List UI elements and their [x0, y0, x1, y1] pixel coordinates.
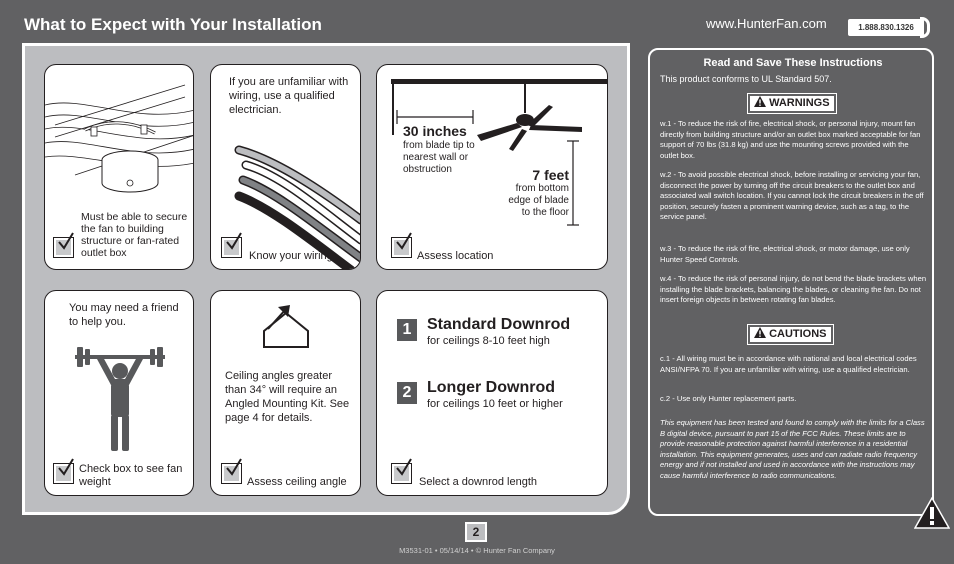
- weight-caption: Check box to see fan weight: [79, 463, 183, 488]
- secure-caption: Must be able to secure the fan to building structure or fan-rated outlet box: [81, 211, 188, 259]
- wiring-caption: Know your wiring: [249, 250, 333, 262]
- wiring-checkbox[interactable]: [221, 237, 242, 258]
- person-lifting-icon: [45, 341, 194, 461]
- phone-tab-decoration: [920, 17, 930, 38]
- warning-triangle-icon: [914, 497, 950, 529]
- warning-w4: w.4 - To reduce the risk of personal injury, do not bend the blade brackets when installing the blade brackets, balancing the blades, or cleaning the fan. Do not insert foreign objects in between rotating fan blades.: [660, 274, 927, 305]
- warnings-badge: [748, 94, 836, 113]
- distance-value: 30 inches: [403, 123, 467, 139]
- check-icon: [226, 232, 242, 250]
- doc-info: M3531-01 • 05/14/14 • © Hunter Fan Company: [399, 546, 555, 555]
- instructions-subtitle: This product conforms to UL Standard 507.: [660, 74, 832, 84]
- card-downrod: [376, 290, 608, 496]
- instructions-title: Read and Save These Instructions: [703, 57, 883, 69]
- downrod-title-2: Longer Downrod: [427, 379, 555, 396]
- warning-w3: w.3 - To reduce the risk of fire, electrical shock, or motor damage, use only Hunter Speed Controls.: [660, 244, 910, 264]
- weight-note: You may need a friend to help you.: [69, 302, 179, 328]
- warning-w2: w.2 - To avoid possible electrical shock, before installing or servicing your fan, disconnect the power by turning off the circuit breakers to the outlet box and associated wall switch location. If you cannot lock the circuit breakers in the off position, securely fasten a prominent warning device, such as a tag, to the service panel.: [660, 170, 924, 222]
- warning-triangle-icon: [754, 327, 766, 338]
- cautions-badge: [748, 325, 833, 344]
- card-angle: [210, 290, 361, 496]
- warnings-label: WARNINGS: [769, 97, 830, 109]
- fcc-statement: This equipment has been tested and found to comply with the limits for a Class B digital device, pursuant to part 15 of the FCC Rules. These limits are to provide reasonable protection against harmful interference in a residential installation. This equipment generates, uses and can radiate radio frequency energy and if not installed and used in accordance with the instructions may cause harmful interference to radio communications.: [660, 418, 925, 480]
- website-link[interactable]: www.HunterFan.com: [706, 16, 827, 31]
- downrod-checkbox[interactable]: [391, 463, 412, 484]
- check-icon: [396, 458, 412, 476]
- card-wiring: [210, 64, 361, 270]
- instructions-panel: [648, 48, 934, 516]
- downrod-title-1: Standard Downrod: [427, 316, 571, 333]
- check-icon: [226, 458, 242, 476]
- downrod-sub-1: for ceilings 8-10 feet high: [427, 335, 550, 347]
- angle-caption: Assess ceiling angle: [247, 476, 347, 488]
- warning-triangle-icon: [754, 96, 766, 107]
- check-icon: [58, 232, 74, 250]
- downrod-num-1: 1: [397, 319, 417, 341]
- location-caption: Assess location: [417, 250, 494, 262]
- card-location: [376, 64, 608, 270]
- weight-checkbox[interactable]: [53, 463, 74, 484]
- phone-number[interactable]: 1.888.830.1326: [848, 19, 924, 36]
- wiring-note: If you are unfamiliar with wiring, use a qualified electrician.: [229, 76, 349, 116]
- caution-c1: c.1 - All wiring must be in accordance with national and local electrical codes ANSI/NFPA 70. If you are unfamiliar with wiring, use a qualified electrician.: [660, 354, 917, 374]
- location-checkbox[interactable]: [391, 237, 412, 258]
- card-secure-fan: [44, 64, 194, 270]
- downrod-num-2: 2: [397, 382, 417, 404]
- page-title: What to Expect with Your Installation: [24, 15, 322, 34]
- card-weight: [44, 290, 194, 496]
- check-icon: [396, 232, 412, 250]
- height-desc: from bottom edge of blade to the floor: [508, 183, 569, 218]
- height-value: 7 feet: [532, 167, 569, 183]
- page-number: 2: [465, 522, 487, 542]
- angle-checkbox[interactable]: [221, 463, 242, 484]
- ceiling-angle-icon: [256, 303, 316, 353]
- angle-note: Ceiling angles greater than 34° will require an Angled Mounting Kit. See page 4 for details.: [225, 370, 350, 424]
- cautions-label: CAUTIONS: [769, 328, 827, 340]
- distance-desc: from blade tip to nearest wall or obstruction: [403, 140, 475, 175]
- outlet-box-icon: [45, 65, 194, 215]
- downrod-sub-2: for ceilings 10 feet or higher: [427, 398, 563, 410]
- secure-checkbox[interactable]: [53, 237, 74, 258]
- check-icon: [58, 458, 74, 476]
- installation-panel: [22, 43, 630, 515]
- downrod-caption: Select a downrod length: [419, 476, 538, 488]
- caution-c2: c.2 - Use only Hunter replacement parts.: [660, 394, 797, 403]
- warning-w1: w.1 - To reduce the risk of fire, electrical shock, or personal injury, mount fan directly from building structure and/or an outlet box marked acceptable for fan support of 70 lbs (31.8 kg) and use the mounting screws provided with the outlet box.: [660, 119, 921, 160]
